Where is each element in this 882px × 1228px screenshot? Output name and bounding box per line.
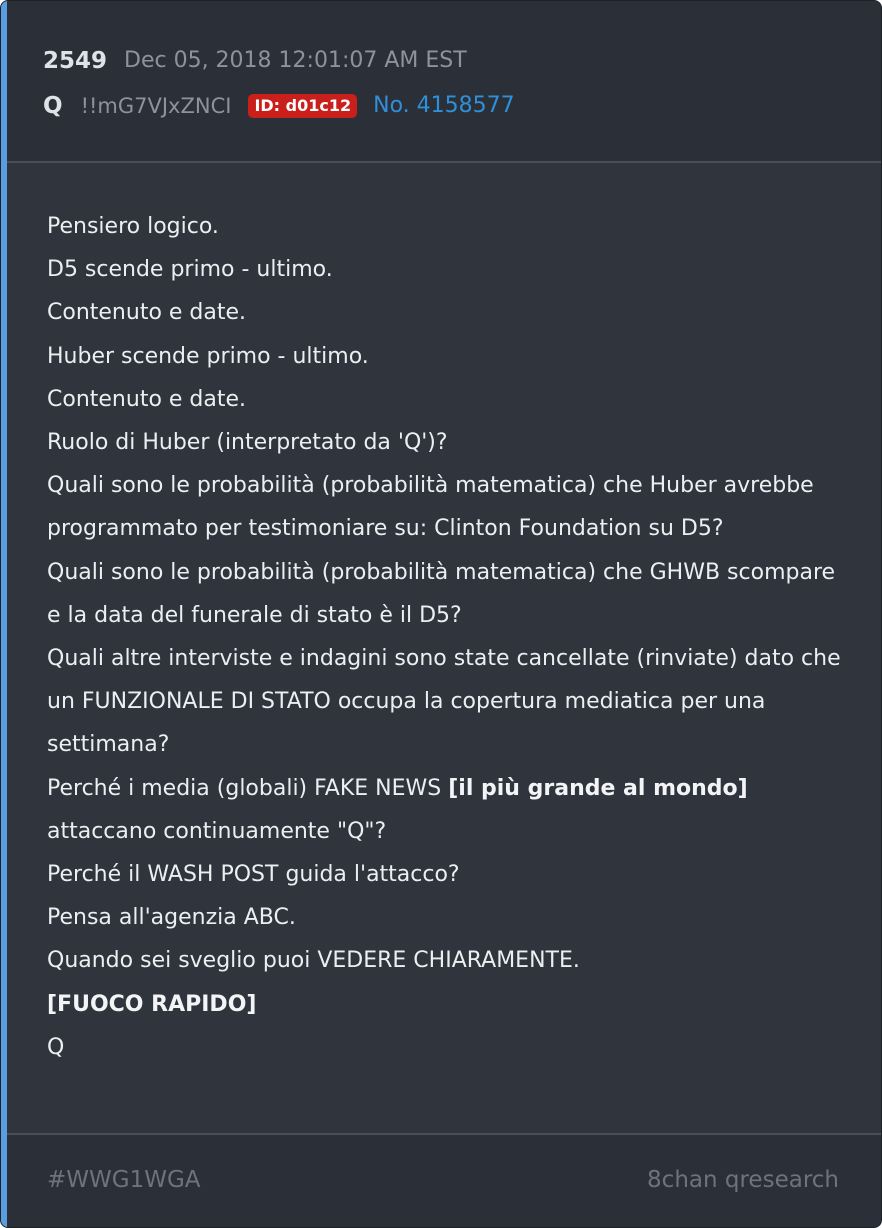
body-line-mixed bbox=[47, 767, 847, 810]
body-line: Quando sei sveglio puoi VEDERE CHIARAMENTE. bbox=[47, 948, 580, 974]
body-line: Quali altre interviste e indagini sono state cancellate (rinviate) dato che un FUNZIONALE DI STATO occupa la copertura mediatica per una settimana? bbox=[47, 646, 841, 758]
body-line: Perché il WASH POST guida l'attacco? bbox=[47, 862, 460, 888]
body-bold-text: [il più grande al mondo] bbox=[448, 775, 748, 801]
body-line: Pensiero logico. bbox=[47, 214, 219, 239]
body-text: Perché i media (globali) FAKE NEWS bbox=[47, 775, 442, 801]
signature: Q bbox=[47, 1034, 65, 1060]
body-line: Quali sono le probabilità (probabilità matematica) che Huber avrebbe programmato per testimoniare su: Clinton Foundation su D5? bbox=[47, 473, 814, 542]
body-line: Quali sono le probabilità (probabilità matematica) che GHWB scompare e la data del funerale di stato è il D5? bbox=[47, 559, 836, 628]
post-number: 2549 bbox=[43, 48, 108, 74]
author-name: Q bbox=[43, 93, 63, 119]
author-row bbox=[43, 91, 515, 121]
body-line: Pensa all'agenzia ABC. bbox=[47, 905, 296, 931]
source-label: 8chan qresearch bbox=[647, 1167, 839, 1193]
body-line: Ruolo di Huber (interpretato da 'Q')? bbox=[47, 430, 448, 456]
body-line: Contenuto e date. bbox=[47, 300, 247, 326]
body-line: Contenuto e date. bbox=[47, 386, 247, 412]
id-badge: ID: d01c12 bbox=[248, 94, 357, 118]
body-bold-text: [FUOCO RAPIDO] bbox=[47, 991, 257, 1017]
post-body bbox=[47, 205, 847, 1069]
post-header bbox=[7, 1, 881, 163]
post-meta-row bbox=[43, 46, 467, 76]
post-number-link[interactable]: No. 4158577 bbox=[373, 93, 515, 118]
accent-bar bbox=[1, 1, 7, 1227]
body-line: D5 scende primo - ultimo. bbox=[47, 257, 333, 283]
body-line-bold bbox=[47, 983, 847, 1026]
post-footer bbox=[7, 1133, 881, 1227]
tripcode: !!mG7VJxZNCI bbox=[80, 94, 232, 118]
body-line: attaccano continuamente "Q"? bbox=[47, 818, 387, 844]
body-line: Huber scende primo - ultimo. bbox=[47, 343, 369, 369]
post-date: Dec 05, 2018 12:01:07 AM EST bbox=[124, 48, 467, 73]
hashtag-link[interactable]: #WWG1WGA bbox=[47, 1167, 201, 1193]
